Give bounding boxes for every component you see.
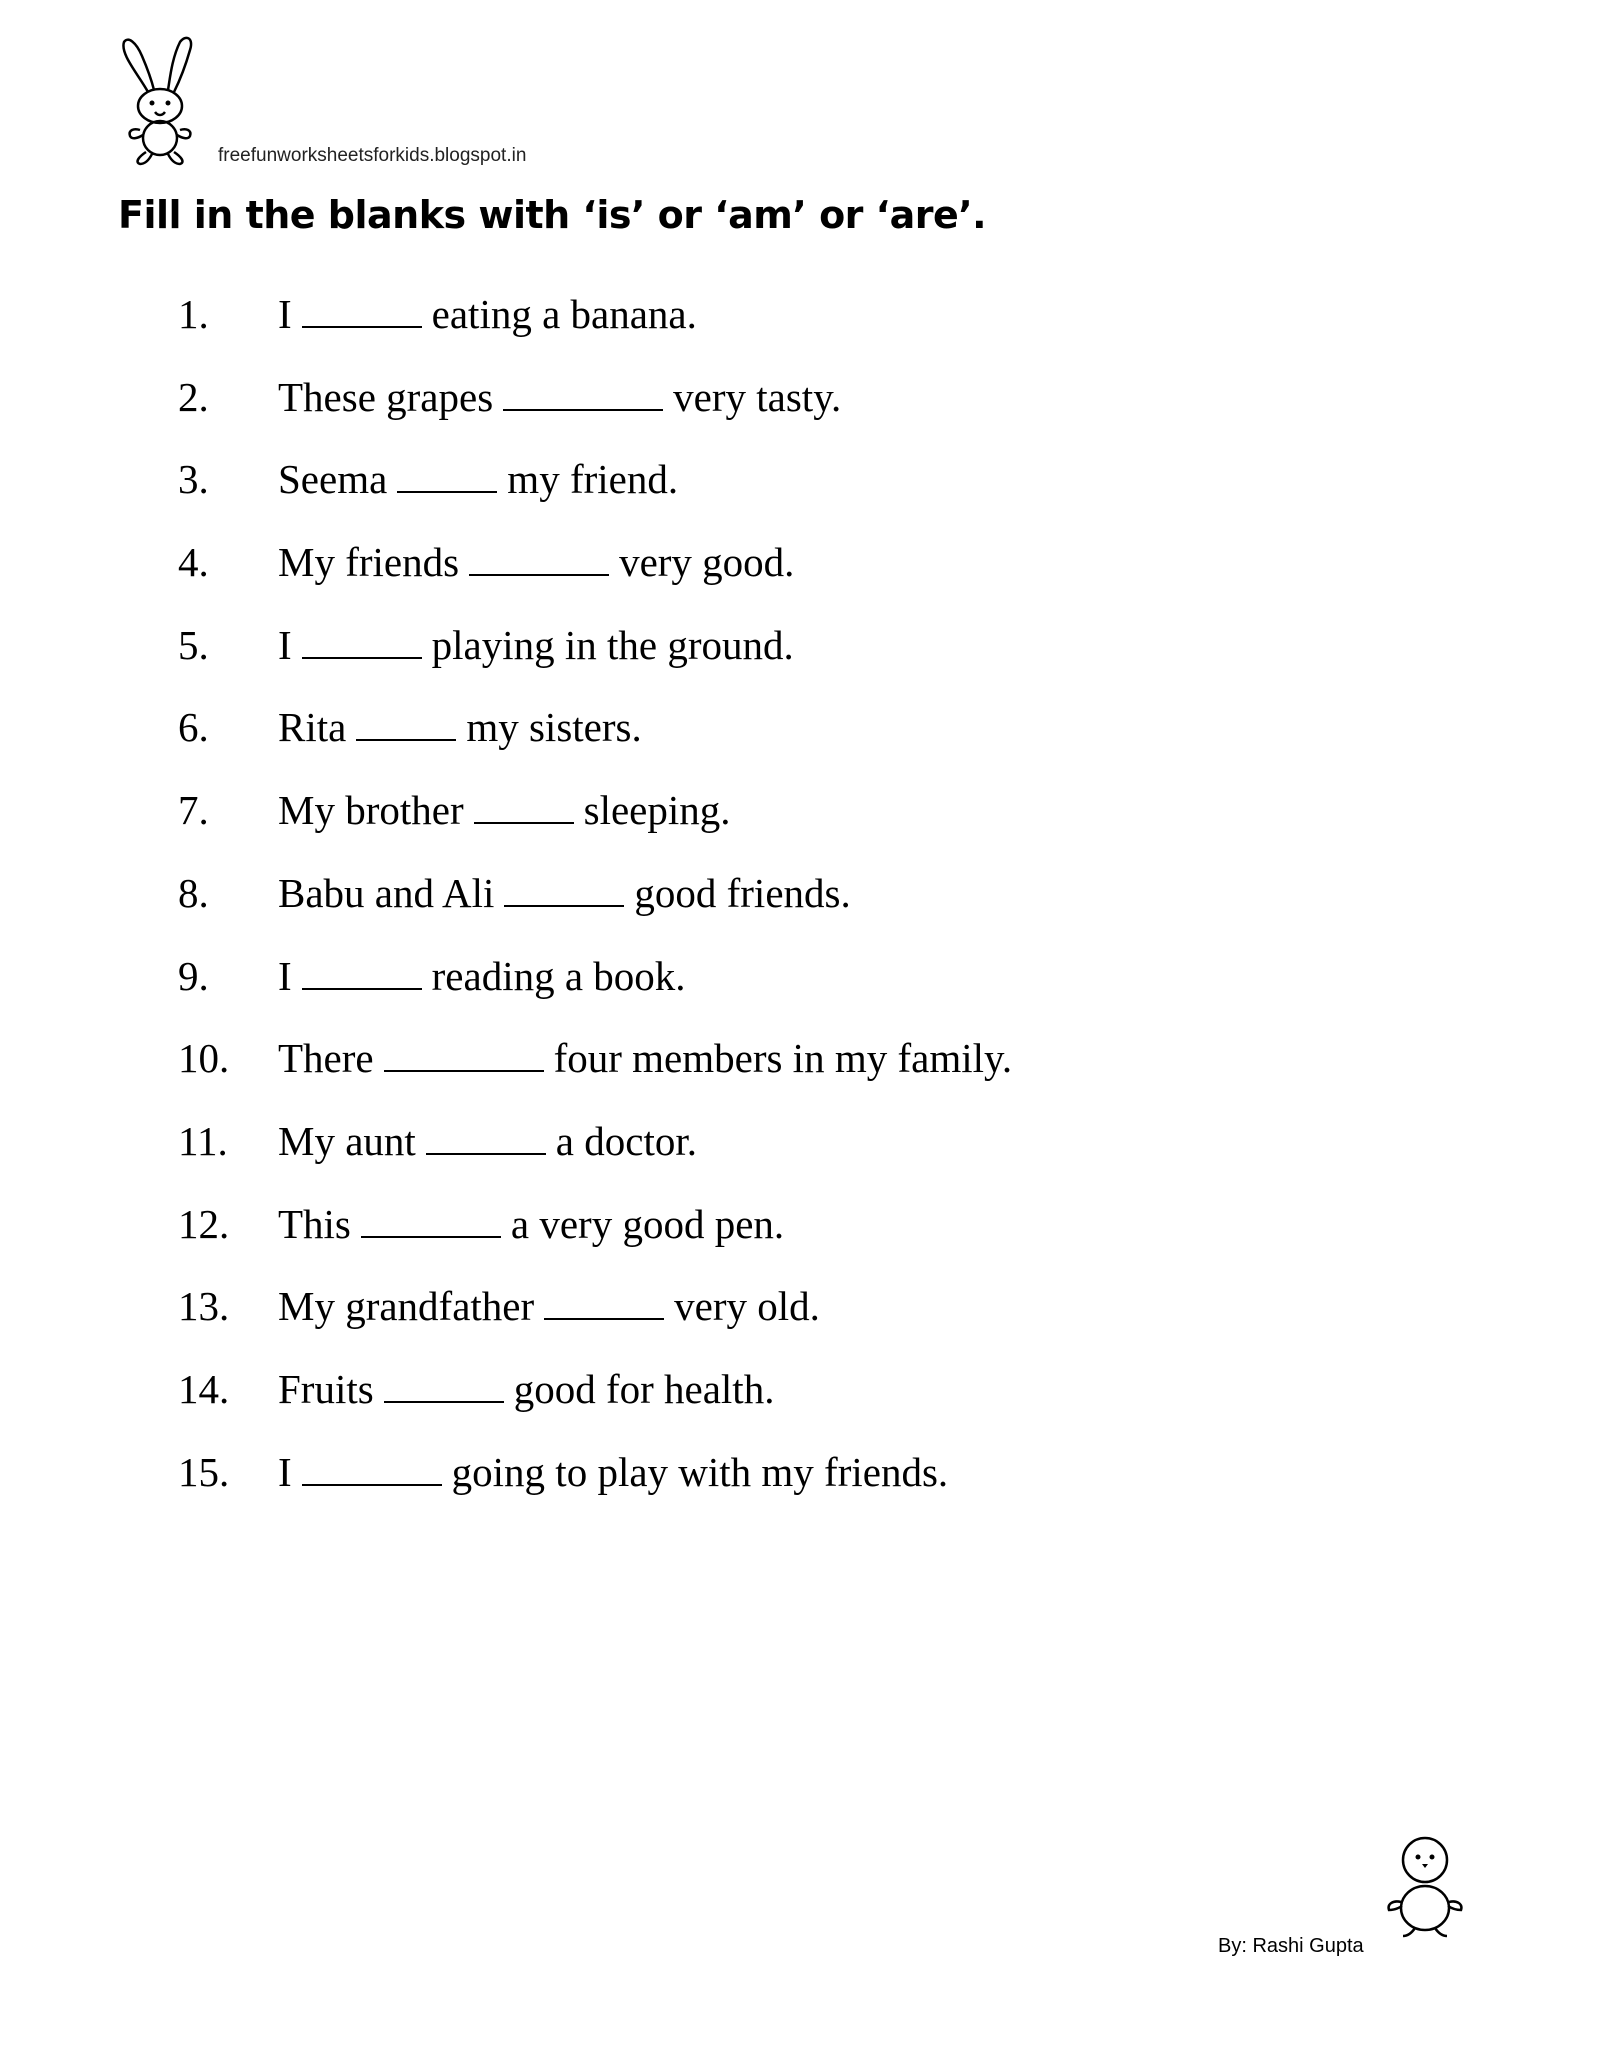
question-text-before: My brother (278, 787, 464, 834)
question-text-after: reading a book. (431, 952, 686, 999)
question-number: 6. (178, 704, 209, 751)
question-text-after: going to play with my friends. (451, 1448, 949, 1495)
question-text-before: I (278, 621, 292, 668)
question-item (178, 952, 1012, 1035)
website-url: freefunworksheetsforkids.blogspot.in (218, 145, 527, 166)
question-text-after: very good. (619, 539, 795, 586)
question-text-before: I (278, 952, 292, 999)
question-text-after: very old. (674, 1283, 820, 1330)
answer-blank[interactable] (302, 987, 422, 990)
answer-blank[interactable] (384, 1069, 544, 1072)
question-item (178, 703, 1012, 786)
question-item (178, 1117, 1012, 1200)
question-number: 4. (178, 539, 209, 586)
worksheet-title: Fill in the blanks with ‘is’ or ‘am’ or ‘are’. (118, 193, 987, 237)
answer-blank[interactable] (361, 1235, 501, 1238)
question-item (178, 1448, 1012, 1531)
question-text-after: good friends. (634, 869, 851, 916)
answer-blank[interactable] (426, 1152, 546, 1155)
question-text-before: My aunt (278, 1117, 416, 1164)
question-number: 3. (178, 456, 209, 503)
question-number: 12. (178, 1200, 230, 1247)
question-number: 7. (178, 787, 209, 834)
answer-blank[interactable] (504, 904, 624, 907)
answer-blank[interactable] (384, 1400, 504, 1403)
question-text-after: very tasty. (673, 373, 842, 420)
answer-blank[interactable] (302, 325, 422, 328)
question-item (178, 538, 1012, 621)
question-text-before: Fruits (278, 1365, 374, 1412)
question-text-before: I (278, 1448, 292, 1495)
question-text-before: I (278, 291, 292, 337)
question-text-after: four members in my family. (553, 1035, 1013, 1082)
answer-blank[interactable] (397, 490, 497, 493)
question-text-before: Babu and Ali (278, 869, 495, 916)
author-credit: By: Rashi Gupta (1218, 1935, 1364, 1957)
question-number: 10. (178, 1035, 230, 1082)
question-item (178, 869, 1012, 952)
answer-blank[interactable] (544, 1317, 664, 1320)
question-text-before: There (278, 1035, 374, 1082)
answer-blank[interactable] (302, 656, 422, 659)
question-text-before: This (278, 1200, 351, 1247)
question-text-before: Rita (278, 704, 347, 751)
question-number: 8. (178, 869, 209, 916)
question-number: 2. (178, 373, 209, 420)
question-item (178, 373, 1012, 456)
question-item (178, 786, 1012, 869)
question-item (178, 290, 1012, 373)
question-number: 14. (178, 1365, 230, 1412)
question-text-before: Seema (278, 456, 388, 503)
bunny-icon (110, 34, 210, 169)
answer-blank[interactable] (474, 821, 574, 824)
question-item (178, 455, 1012, 538)
question-text-before: My grandfather (278, 1283, 535, 1330)
question-item (178, 1034, 1012, 1117)
question-item (178, 1200, 1012, 1283)
answer-blank[interactable] (469, 573, 609, 576)
question-number: 1. (178, 291, 209, 337)
answer-blank[interactable] (302, 1483, 442, 1486)
question-text-after: playing in the ground. (431, 621, 794, 668)
question-number: 11. (178, 1117, 228, 1164)
answer-blank[interactable] (503, 408, 663, 411)
question-text-after: eating a banana. (431, 291, 697, 337)
question-list (178, 290, 1012, 1530)
question-number: 5. (178, 621, 209, 668)
question-text-after: a very good pen. (510, 1200, 785, 1247)
question-text-after: my friend. (507, 456, 679, 503)
question-item (178, 1365, 1012, 1448)
question-text-after: a doctor. (555, 1117, 697, 1164)
question-item (178, 621, 1012, 704)
question-number: 9. (178, 952, 209, 999)
chick-icon (1385, 1830, 1465, 1940)
question-text-after: my sisters. (466, 704, 642, 751)
question-text-after: sleeping. (583, 787, 731, 834)
question-number: 15. (178, 1448, 230, 1495)
question-text-after: good for health. (513, 1365, 775, 1412)
question-text-before: These grapes (278, 373, 494, 420)
answer-blank[interactable] (356, 738, 456, 741)
question-item (178, 1282, 1012, 1365)
question-text-before: My friends (278, 539, 460, 586)
question-number: 13. (178, 1283, 230, 1330)
